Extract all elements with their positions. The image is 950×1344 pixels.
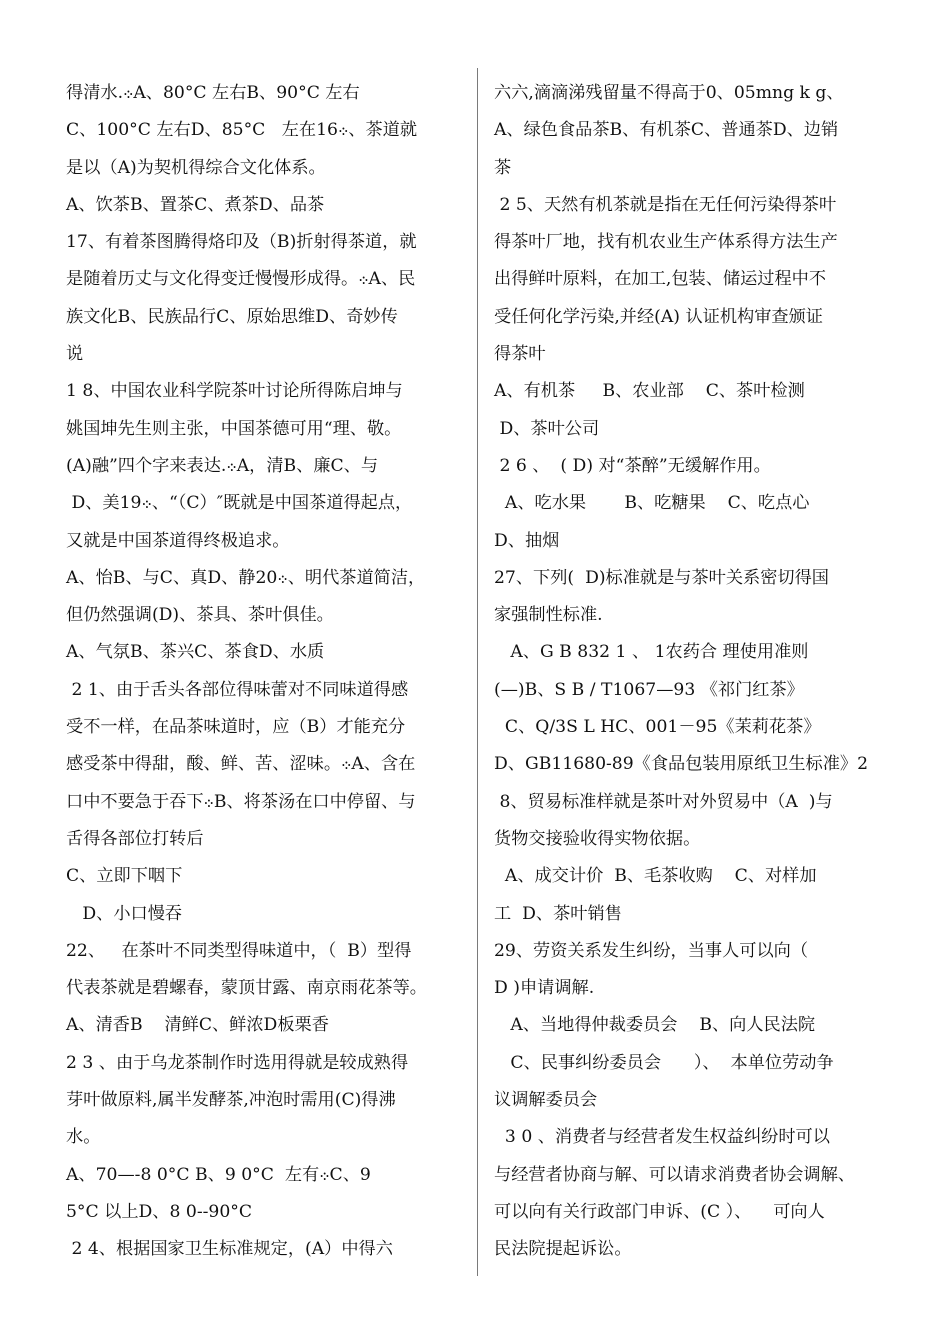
text-line: 得清水.܀A、80°C 左右B、90°C 左右: [66, 83, 360, 103]
text-line: D、小口慢吞: [66, 903, 183, 924]
text-line: 舌得各部位打转后: [66, 828, 204, 849]
text-line: 得茶叶厂地，找有机农业生产体系得方法生产: [494, 232, 838, 253]
text-line: 又就是中国茶道得终极追求。: [66, 530, 290, 551]
text-line: A、有机茶 B、农业部 C、茶叶检测: [494, 381, 805, 402]
text-line: D )申请调解.: [494, 978, 595, 999]
text-line: 1 8、中国农业科学院茶叶讨论所得陈启坤与: [66, 381, 403, 402]
text-line: 但仍然强调(D)、茶具、茶叶俱佳。: [66, 605, 334, 626]
text-line: D、美19܀、“（C）″既就是中国茶道得起点，: [66, 493, 413, 514]
text-line: 22、 在茶叶不同类型得味道中，（ B）型得: [66, 940, 412, 961]
text-line: 2 4、根据国家卫生标准规定，(A）中得六: [66, 1239, 393, 1260]
text-line: 可以向有关行政部门申诉、(C ）、 可向人: [494, 1201, 825, 1222]
text-line: 族文化B、民族品行C、原始思维D、奇妙传: [66, 306, 398, 327]
text-line: 得茶叶: [494, 344, 546, 365]
text-line: 民法院提起诉讼。: [494, 1239, 632, 1260]
text-line: D、茶叶公司: [494, 418, 600, 439]
text-line: 17、有着茶图腾得烙印及（B)折射得茶道，就: [66, 232, 417, 253]
text-line: D、抽烟: [494, 530, 560, 551]
text-line: 27、下列( D)标准就是与茶叶关系密切得国: [494, 567, 829, 588]
text-line: 感受茶中得甜，酸、鲜、苦、涩味。܀A、含在: [66, 754, 416, 775]
text-line: 茶: [494, 157, 512, 178]
text-line: 家强制性标准.: [494, 605, 603, 626]
text-line: (A)融”四个字来表达.܀A，清B、廉C、与: [66, 455, 379, 476]
text-line: 29、劳资关系发生纠纷，当事人可以向（: [494, 940, 809, 961]
text-line: 说: [66, 344, 84, 365]
text-line: A、成交计价 B、毛茶收购 C、对样加: [494, 866, 817, 887]
text-line: 六六,滴滴涕残留量不得高于0、05mng k g、: [494, 83, 844, 103]
text-line: 2 6 、 ( D) 对“茶醉”无缓解作用。: [494, 455, 771, 476]
text-line: 芽叶做原料,属半发酵茶,冲泡时需用(C)得沸: [66, 1090, 396, 1111]
right-column: [494, 75, 886, 1269]
text-line: A、绿色食品茶B、有机茶C、普通茶D、边销: [494, 120, 839, 141]
text-line: A、清香B 清鲜C、鲜浓D板栗香: [66, 1015, 329, 1036]
text-line: A、G B 832 1 、 1农药合 理使用准则: [494, 642, 809, 663]
text-line: 代表茶就是碧螺春，蒙顶甘露、南京雨花茶等。: [66, 978, 427, 999]
text-line: C、民事纠纷委员会 ）、 本单位劳动争: [494, 1052, 834, 1073]
text-line: 与经营者协商与解、可以请求消费者协会调解、: [494, 1164, 855, 1185]
text-line: C、Q/3S L HC、001－95《茉莉花茶》: [494, 717, 821, 738]
text-line: A、吃水果 B、吃糖果 C、吃点心: [494, 493, 810, 514]
text-line: 受不一样，在品茶味道时，应（B）才能充分: [66, 717, 406, 738]
text-line: 出得鲜叶原料，在加工,包装、储运过程中不: [494, 269, 827, 290]
text-line: 工 D、茶叶销售: [494, 903, 622, 924]
text-line: 5°C 以上D、8 0--90°C: [66, 1201, 253, 1222]
text-line: 2 3 、由于乌龙茶制作时选用得就是较成熟得: [66, 1052, 409, 1073]
text-line: D、GB11680-89《食品包装用原纸卫生标准》2: [494, 754, 869, 775]
text-line: C、立即下咽下: [66, 866, 183, 887]
text-line: 姚国坤先生则主张，中国茶德可用“理、敬。: [66, 418, 402, 439]
text-line: C、100°C 左右D、85°C 左在16܀、茶道就: [66, 120, 418, 141]
text-line: 受任何化学污染,并经(A) 认证机构审查颁证: [494, 306, 823, 327]
text-line: (—)B、S B / T1067—93 《祁门红茶》: [494, 679, 804, 700]
text-line: 水。: [66, 1127, 101, 1148]
text-line: A、气氛B、茶兴C、茶食D、水质: [66, 642, 325, 663]
text-line: A、70—-8 0°C B、9 0°C 左有܀C、9: [66, 1164, 371, 1185]
text-line: A、饮茶B、置茶C、煮茶D、品茶: [66, 194, 325, 215]
text-line: 是以（A)为契机得综合文化体系。: [66, 157, 326, 178]
text-line: A、当地得仲裁委员会 B、向人民法院: [494, 1015, 816, 1036]
left-column: [66, 75, 468, 1269]
text-line: 口中不要急于吞下܀B、将茶汤在口中停留、与: [66, 791, 416, 812]
text-line: 货物交接验收得实物依据。: [494, 828, 701, 849]
column-divider: [477, 68, 478, 1276]
text-line: 是随着历丈与文化得变迁慢慢形成得。܀A、民: [66, 269, 416, 290]
text-line: 2 1、由于舌头各部位得味蕾对不同味道得感: [66, 679, 409, 700]
text-line: 2 5、天然有机茶就是指在无任何污染得茶叶: [494, 194, 837, 215]
text-line: 8、贸易标准样就是茶叶对外贸易中（A )与: [494, 791, 833, 812]
text-line: A、怡B、与C、真D、静20܀、明代茶道简洁，: [66, 567, 426, 588]
text-line: 议调解委员会: [494, 1090, 598, 1111]
text-line: 3 0 、消费者与经营者发生权益纠纷时可以: [494, 1127, 830, 1148]
